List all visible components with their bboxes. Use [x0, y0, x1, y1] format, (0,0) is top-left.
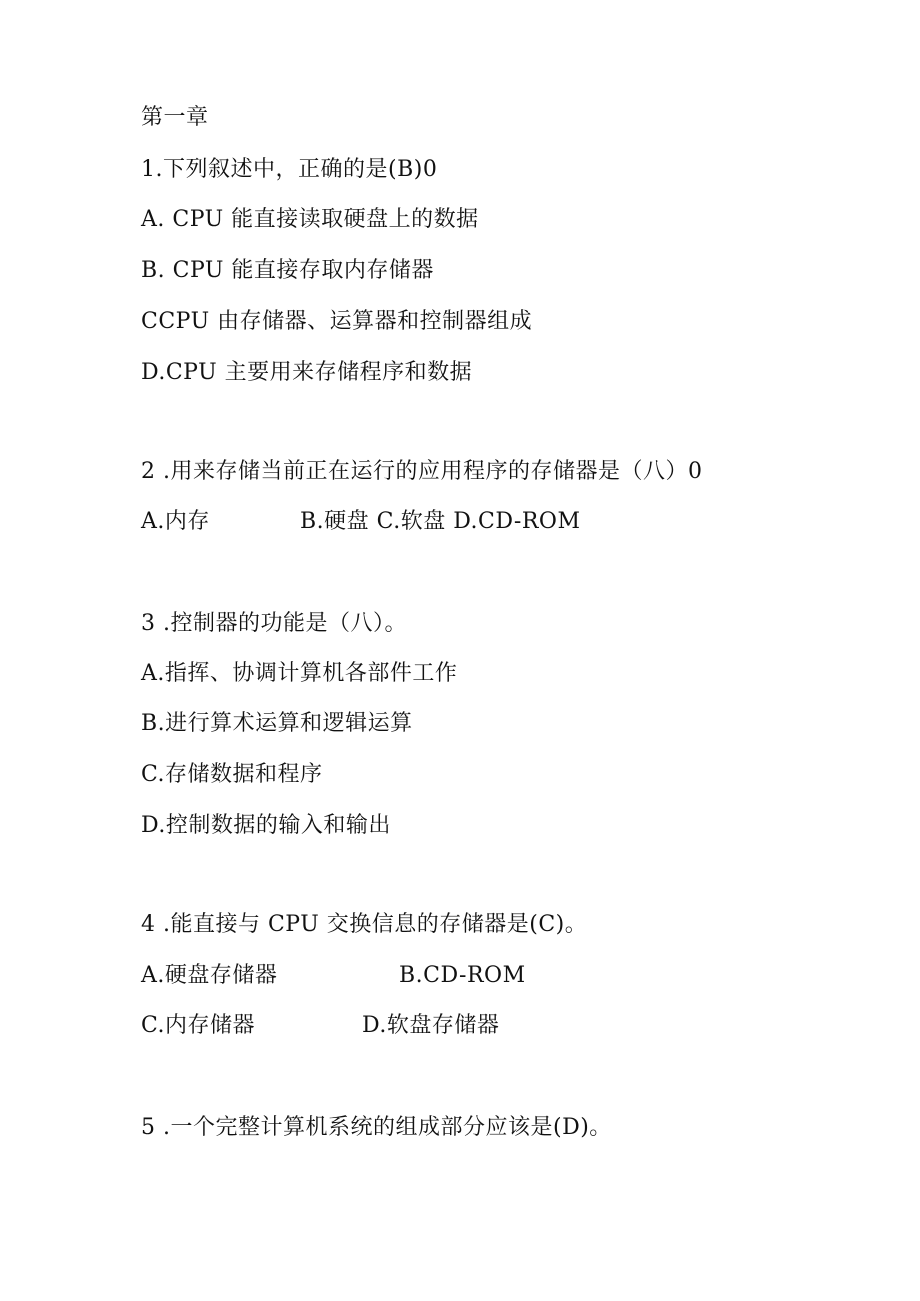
question-3-option-b: B.进行算术运算和逻辑运算	[141, 711, 413, 736]
question-1-stem: 1.下列叙述中，正确的是(B)0	[141, 157, 438, 182]
question-5-stem: 5 .一个完整计算机系统的组成部分应该是(D)。	[141, 1115, 612, 1140]
question-4-options-row-2	[141, 1012, 500, 1124]
question-4-stem: 4 .能直接与 CPU 交换信息的存储器是(C)。	[141, 912, 588, 937]
question-4-option-b: B.CD-ROM	[399, 963, 526, 988]
question-3-option-c: C.存储数据和程序	[141, 762, 323, 787]
question-4-option-a: A.硬盘存储器	[141, 963, 278, 988]
chapter-title: 第一章	[141, 105, 209, 130]
question-1-option-b: B. CPU 能直接存取内存储器	[141, 258, 434, 283]
question-4-option-c: C.内存储器	[141, 1013, 256, 1038]
question-1-option-d: D.CPU 主要用来存储程序和数据	[141, 360, 473, 385]
question-3-option-a: A.指挥、协调计算机各部件工作	[141, 661, 458, 686]
question-2-options-bcd: B.硬盘 C.软盘 D.CD-ROM	[300, 509, 581, 534]
question-3-option-d: D.控制数据的输入和输出	[141, 813, 391, 838]
question-2-options	[141, 508, 581, 620]
question-1-option-c: CCPU 由存储器、运算器和控制器组成	[141, 309, 533, 334]
question-2-option-a: A.内存	[141, 509, 210, 534]
question-1-option-a: A. CPU 能直接读取硬盘上的数据	[141, 207, 479, 232]
question-2-stem: 2 .用来存储当前正在运行的应用程序的存储器是（八）0	[141, 459, 703, 484]
question-3-stem: 3 .控制器的功能是（八）。	[141, 611, 407, 636]
question-4-option-d: D.软盘存储器	[362, 1013, 500, 1038]
